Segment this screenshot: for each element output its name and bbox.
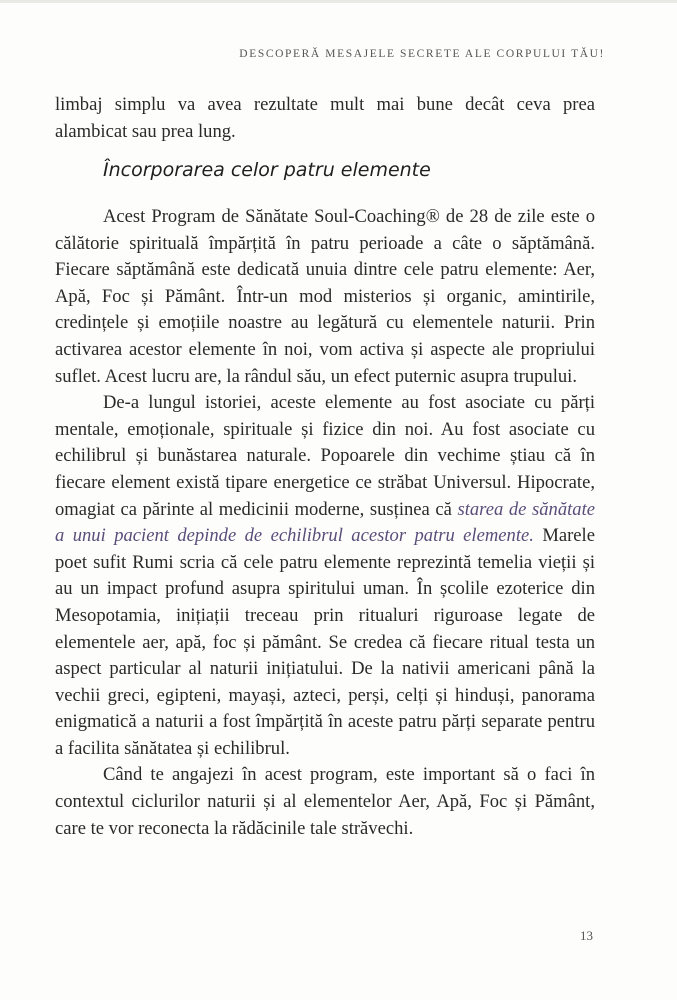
scan-edge [0,0,677,3]
continuation-block [55,92,595,145]
paragraph-history [55,390,595,762]
paragraph-history-start: De-a lungul istoriei, aceste elemente au fost asociate cu părți mentale, emoționale, spirituale și fizice din noi. Au fost asociate cu echilibrul și bunăstarea naturale. Popoarele din vechime știau că în fiecare element există tipare energetice ce străbat Universul. Hipocrate, omagiat ca părinte al medicinii moderne, susținea că [55,392,595,520]
page-number: 13 [580,928,593,943]
section-body [55,204,595,842]
paragraph-elements-program: Acest Program de Sănătate Soul-Coaching® de 28 de zile este o călătorie spirituală împărțită în patru perioade a câte o săptămână. Fiecare săptămână este dedicată unuia dintre cele patru elemente: Aer, Apă, Foc și Pământ. Într-un mod misterios și organic, amintirile, credințele și emoțiile noastre au legătură cu elementele naturii. Prin activarea acestor elemente în noi, vom activa și aspecte ale propriului suflet. Acest lucru are, la rândul său, un efect puternic asupra trupului. [55,206,595,387]
hippocrates-quote: starea de sănătate a unui pacient depinde de echilibrul acestor patru elemente. [55,498,595,547]
continuation-paragraph: limbaj simplu va avea rezultate mult mai bune decât ceva prea alambicat sau prea lung. [55,94,595,142]
paragraph-commitment: Când te angajezi în acest program, este important să o faci în contextul ciclurilor naturii și al elementelor Aer, Apă, Foc și Pământ, care te vor reconecta la rădăcinile tale străvechi. [55,764,595,839]
running-header: DESCOPERĂ MESAJELE SECRETE ALE CORPULUI TĂU! [239,48,605,60]
section-heading: Încorporarea celor patru elemente [103,159,431,181]
paragraph-history-end: Marele poet sufit Rumi scria că cele patru elemente reprezintă temelia vieții și au un impact profund asupra spiritului uman. În școlile ezoterice din Mesopotamia, inițiații treceau prin ritualuri riguroase legate de elementele aer, apă, foc și pământ. Se credea că fiecare ritual testa un aspect particular al naturii inițiatului. De la nativii americani până la vechii greci, egipteni, mayași, azteci, perși, celți și hinduși, panorama enigmatică a naturii a fost împărțită în aceste patru părți separate pentru a facilita sănătatea și echilibrul. [55,525,595,759]
